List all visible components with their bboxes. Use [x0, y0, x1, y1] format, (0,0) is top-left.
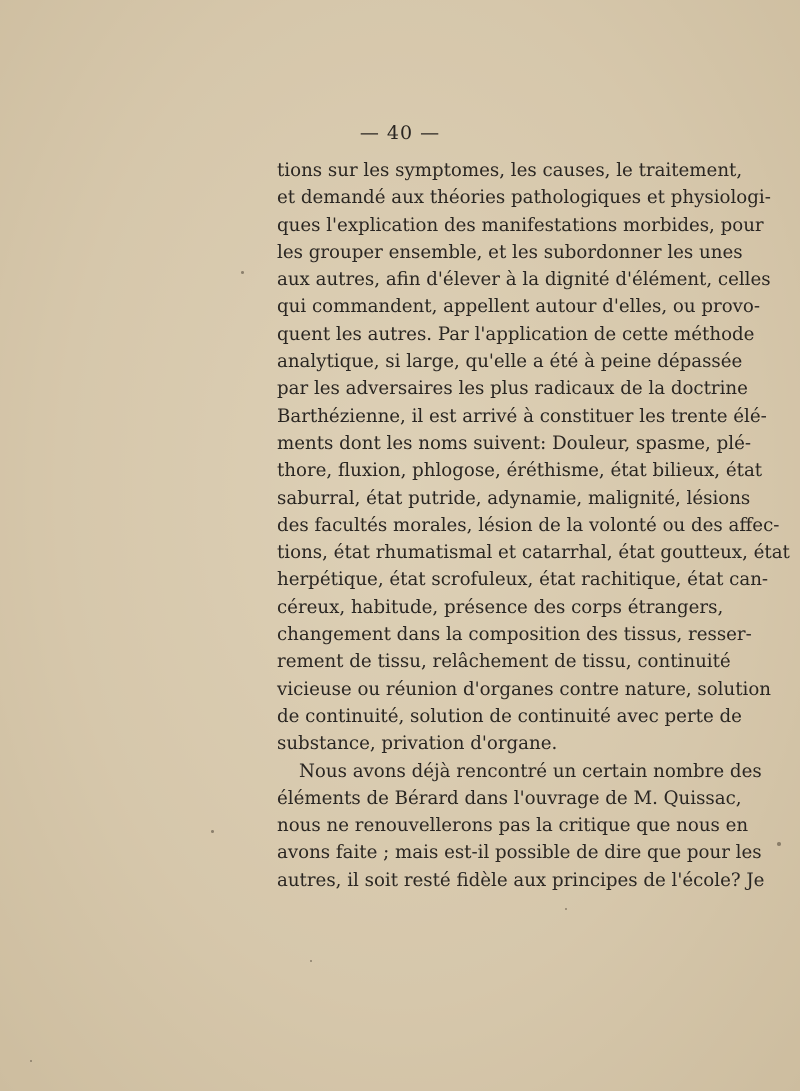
text-line: qui commandent, appellent autour d'elles, ou provo- [277, 296, 761, 318]
text-line: Nous avons déjà rencontré un certain nombre des [299, 760, 762, 782]
text-line: saburral, état putride, adynamie, malignité, lésions [277, 487, 751, 509]
text-line: tions sur les symptomes, les causes, le traitement, [277, 160, 743, 181]
text-line: ques l'explication des manifestations morbides, pour [277, 214, 764, 236]
text-line: et demandé aux théories pathologiques et physiologi- [277, 187, 771, 209]
body-text [277, 157, 790, 894]
text-line: ments dont les noms suivent: Douleur, spasme, plé- [277, 432, 751, 454]
paper-speck [211, 830, 214, 833]
text-line: quent les autres. Par l'application de cette méthode [277, 323, 755, 345]
text-line: herpétique, état scrofuleux, état rachitique, état can- [277, 569, 769, 591]
page-number-header: — 40 — [359, 122, 441, 144]
text-line: Barthézienne, il est arrivé à constituer les trente élé- [277, 405, 767, 427]
text-line: vicieuse ou réunion d'organes contre nature, solution [277, 678, 772, 700]
text-line: nous ne renouvellerons pas la critique que nous en [277, 815, 749, 837]
paper-speck [241, 271, 244, 274]
paper-speck [30, 1060, 32, 1062]
text-line: rement de tissu, relâchement de tissu, continuité [277, 651, 731, 673]
text-line: éléments de Bérard dans l'ouvrage de M. Quissac, [277, 787, 742, 809]
text-line: thore, fluxion, phlogose, éréthisme, état bilieux, état [277, 460, 763, 482]
text-line: les grouper ensemble, et les subordonner les unes [277, 241, 743, 263]
paper-speck [777, 842, 781, 846]
text-line: substance, privation d'organe. [277, 733, 558, 755]
text-line: avons faite ; mais est-il possible de dire que pour les [277, 842, 762, 864]
paper-speck [565, 908, 567, 910]
text-line: de continuité, solution de continuité avec perte de [277, 705, 742, 727]
paper-speck [310, 960, 312, 962]
text-line: tions, état rhumatismal et catarrhal, état goutteux, état [277, 542, 790, 564]
text-line: changement dans la composition des tissus, resser- [277, 624, 752, 646]
text-line: par les adversaires les plus radicaux de la doctrine [277, 378, 748, 400]
text-line: aux autres, afin d'élever à la dignité d'élément, celles [277, 269, 771, 291]
text-line: analytique, si large, qu'elle a été à peine dépassée [277, 351, 743, 373]
text-line: céreux, habitude, présence des corps étrangers, [277, 596, 724, 618]
text-line: autres, il soit resté fidèle aux principes de l'école? Je [277, 869, 765, 891]
text-line: des facultés morales, lésion de la volonté ou des affec- [277, 514, 780, 536]
